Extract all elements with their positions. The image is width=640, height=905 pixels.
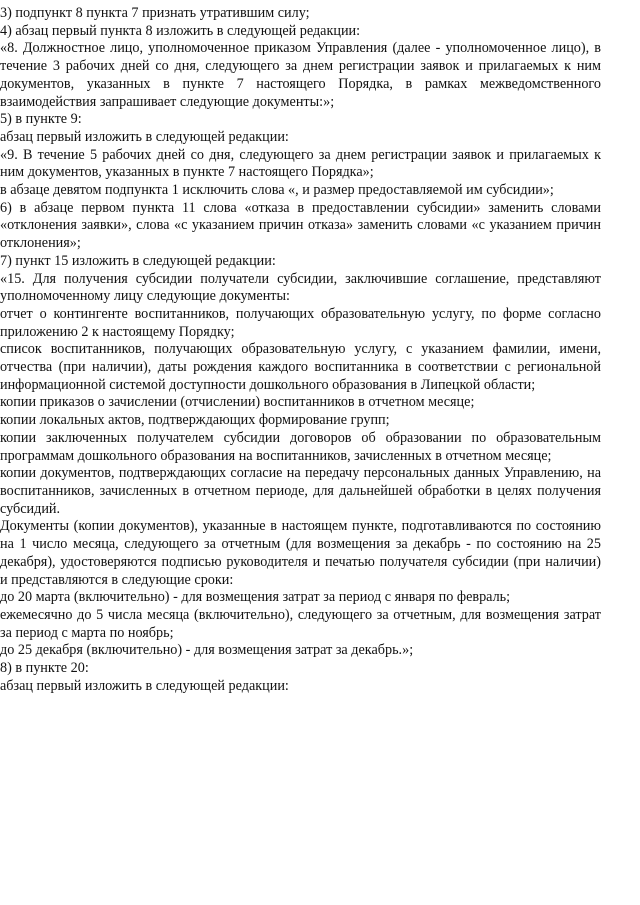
paragraph-9: 7) пункт 15 изложить в следующей редакции:: [0, 252, 276, 269]
paragraph-15: копии заключенных получателем субсидии договоров об образовании по образовательным программам дошкольного образования на воспитанников, зачисленных в отчетном месяце;: [0, 429, 601, 464]
paragraph-14: копии локальных актов, подтверждающих формирование групп;: [0, 412, 390, 429]
paragraph-4: 5) в пункте 9:: [0, 111, 82, 128]
paragraph-12: список воспитанников, получающих образовательную услугу, с указанием фамилии, имени, отчества (при наличии), даты рождения каждого воспитанника в соответствии с региональной информационной системой доступности дошкольного образования в Липецкой области;: [0, 341, 601, 393]
paragraph-21: 8) в пункте 20:: [0, 660, 89, 677]
paragraph-8: 6) в абзаце первом пункта 11 слова «отказа в предоставлении субсидии» заменить словами «отклонения заявки», слова «с указанием причин отказа» заменить словами «с указанием причин отклонения»;: [0, 199, 601, 252]
paragraph-3: «8. Должностное лицо, уполномоченное приказом Управления (далее - уполномоченное лицо), в течение 3 рабочих дней со дня, следующего за днем регистрации заявок и прилагаемых к ним документов, указанных в пункте 7 настоящего Порядка, в рамках межведомственного взаимодействия запрашивает следующие документы:»;: [0, 40, 601, 110]
document-page: [0, 5, 601, 695]
paragraph-13: копии приказов о зачислении (отчислении) воспитанников в отчетном месяце;: [0, 394, 475, 411]
paragraph-10: «15. Для получения субсидии получатели субсидии, заключившие соглашение, представляют уполномоченному лицу следующие документы:: [0, 270, 601, 305]
paragraph-7: в абзаце девятом подпункта 1 исключить слова «, и размер предоставляемой им субсидии»;: [0, 182, 554, 199]
paragraph-22: абзац первый изложить в следующей редакции:: [0, 677, 289, 694]
paragraph-20: до 25 декабря (включительно) - для возмещения затрат за декабрь.»;: [0, 642, 414, 659]
paragraph-11: отчет о контингенте воспитанников, получающих образовательную услугу, по форме согласно приложению 2 к настоящему Порядку;: [0, 305, 601, 340]
paragraph-16: копии документов, подтверждающих согласие на передачу персональных данных Управлению, на воспитанников, зачисленных в отчетном периоде, для дальнейшей обработки в целях получения субсидий.: [0, 465, 601, 517]
paragraph-17: Документы (копии документов), указанные в настоящем пункте, подготавливаются по состоянию на 1 число месяца, следующего за отчетным (для возмещения за декабрь - по состоянию на 25 декабря), удостоверяются подписью руководителя и печатью получателя субсидии (при наличии) и представляются в следующие сроки:: [0, 518, 601, 588]
paragraph-6: «9. В течение 5 рабочих дней со дня, следующего за днем регистрации заявок и прилагаемых к ним документов, указанных в пункте 7 настоящего Порядка»;: [0, 146, 601, 181]
paragraph-5: абзац первый изложить в следующей редакции:: [0, 128, 289, 145]
paragraph-2: 4) абзац первый пункта 8 изложить в следующей редакции:: [0, 22, 361, 39]
paragraph-18: до 20 марта (включительно) - для возмещения затрат за период с января по февраль;: [0, 589, 511, 606]
paragraph-19: ежемесячно до 5 числа месяца (включительно), следующего за отчетным, для возмещения затрат за период с марта по ноябрь;: [0, 606, 601, 641]
paragraph-1: 3) подпункт 8 пункта 7 признать утратившим силу;: [0, 5, 310, 21]
